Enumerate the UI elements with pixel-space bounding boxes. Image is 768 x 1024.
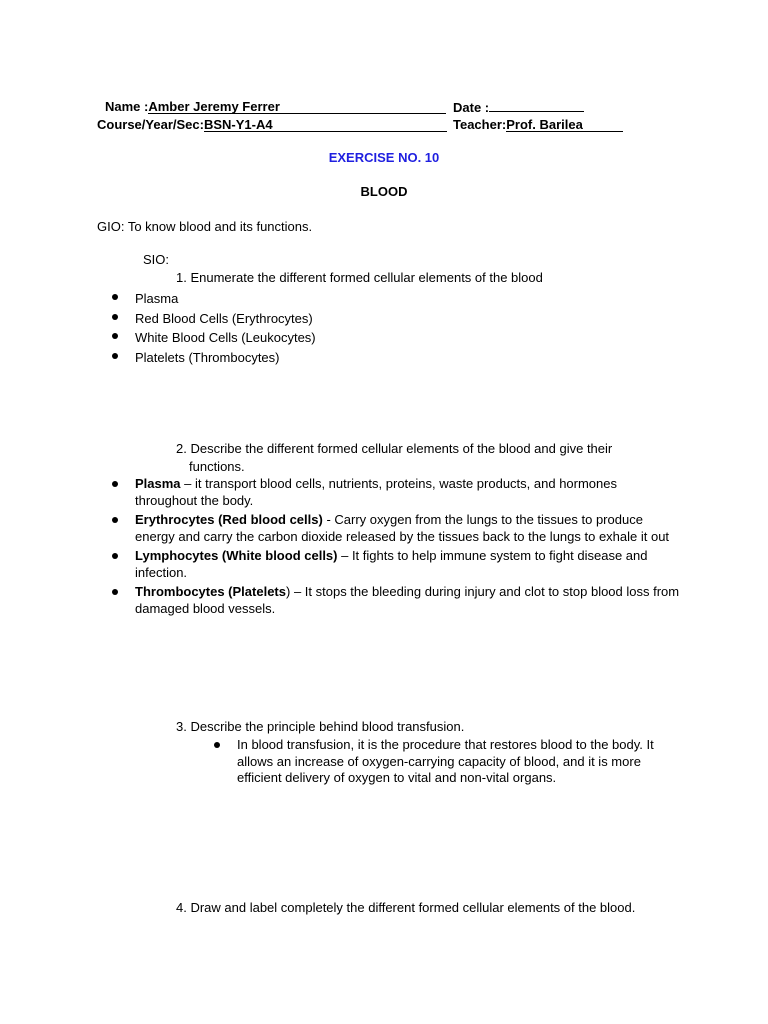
teacher-label: Teacher: xyxy=(453,117,507,132)
question-4: 4. Draw and label completely the different formed cellular elements of the blood. xyxy=(176,900,636,915)
name-value[interactable]: Amber Jeremy Ferrer xyxy=(148,100,446,114)
list-item xyxy=(110,512,680,545)
list-item: Plasma xyxy=(110,289,316,309)
q3-list xyxy=(212,737,672,787)
course-label: Course/Year/Sec: xyxy=(97,117,204,132)
question-3: 3. Describe the principle behind blood transfusion. xyxy=(176,719,465,734)
teacher-value[interactable]: Prof. Barilea xyxy=(506,118,623,132)
list-item: White Blood Cells (Leukocytes) xyxy=(110,328,316,348)
desc-lymphocytes: – It fights to help immune system to fight disease and infection. xyxy=(135,548,648,580)
name-line xyxy=(105,99,446,114)
term-thrombocytes: Thrombocytes (Platelets xyxy=(135,584,286,599)
exercise-title: EXERCISE NO. 10 xyxy=(328,150,440,165)
name-label: Name : xyxy=(105,99,149,114)
course-line xyxy=(97,117,447,132)
list-item xyxy=(110,548,680,581)
list-item xyxy=(110,584,680,617)
desc-erythrocytes: - Carry oxygen from the lungs to the tissues to produce energy and carry the carbon dioxide released by the tissues back to the lungs to exhale it out xyxy=(135,512,670,544)
list-item xyxy=(110,476,680,509)
date-label: Date : xyxy=(453,100,490,115)
list-item: Platelets (Thrombocytes) xyxy=(110,348,316,368)
q1-list xyxy=(110,289,316,367)
q2-list xyxy=(110,476,680,617)
list-item: Red Blood Cells (Erythrocytes) xyxy=(110,309,316,329)
term-erythrocytes: Erythrocytes (Red blood cells) xyxy=(135,512,323,527)
date-line xyxy=(453,99,584,115)
term-lymphocytes: Lymphocytes (White blood cells) xyxy=(135,548,338,563)
teacher-line xyxy=(453,117,623,132)
date-field[interactable] xyxy=(489,99,584,112)
question-1: 1. Enumerate the different formed cellular elements of the blood xyxy=(176,270,543,285)
gio-text: GIO: To know blood and its functions. xyxy=(97,219,313,234)
sio-label: SIO: xyxy=(143,252,170,267)
list-item: In blood transfusion, it is the procedure that restores blood to the body. It allows an increase of oxygen-carrying capacity of blood, and it is more efficient delivery of oxygen to vital and non-vital organs. xyxy=(212,737,672,787)
desc-thrombocytes: ) – It stops the bleeding during injury and clot to stop blood loss from damaged blood vessels. xyxy=(135,584,680,616)
question-2-line1: 2. Describe the different formed cellular elements of the blood and give their xyxy=(176,441,613,456)
term-plasma: Plasma xyxy=(135,476,181,491)
question-2-line2: functions. xyxy=(189,459,245,474)
desc-plasma: – it transport blood cells, nutrients, proteins, waste products, and hormones throughout the body. xyxy=(135,476,617,508)
course-value[interactable]: BSN-Y1-A4 xyxy=(204,118,447,132)
topic-title: BLOOD xyxy=(360,184,408,199)
